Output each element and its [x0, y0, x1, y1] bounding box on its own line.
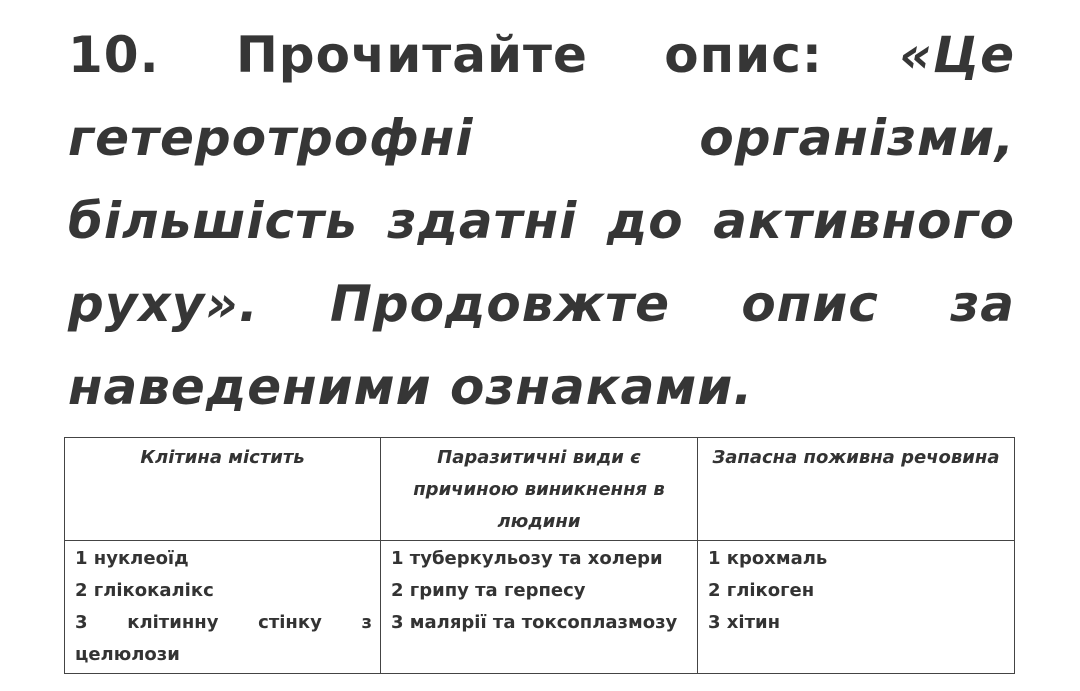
option-item: 1 туберкульозу та холери	[391, 548, 663, 569]
option-item: 3 малярії та токсоплазмозу	[391, 612, 678, 633]
header-cell-diseases: Паразитичні види є причиною виникнення в людини	[381, 438, 698, 541]
question-instruction: Продовжте опис за наведеними ознаками.	[68, 275, 1015, 416]
option-item: 3 хітин	[708, 612, 781, 633]
cell-contains-options	[65, 541, 381, 674]
option-item: 3 клітинну стінку з	[75, 612, 372, 633]
question-number: 10.	[68, 26, 160, 84]
option-item: 2 глікоген	[708, 580, 815, 601]
option-item: 1 нуклеоїд	[75, 548, 189, 569]
question-text	[68, 14, 1015, 429]
table-row	[65, 541, 1015, 674]
cell-reserve-options	[698, 541, 1015, 674]
question-lead: Прочитайте опис:	[235, 26, 823, 84]
header-cell-contains: Клітина містить	[65, 438, 381, 541]
option-item: целюлози	[75, 644, 180, 665]
question-quote: «Це гетеротрофні організми, більшість здатні до активного руху».	[68, 26, 1015, 333]
option-item: 2 грипу та герпесу	[391, 580, 586, 601]
features-table	[64, 437, 1015, 674]
header-cell-reserve-nutrient: Запасна поживна речовина	[698, 438, 1015, 541]
option-item: 2 глікокалікс	[75, 580, 214, 601]
table-header-row	[65, 438, 1015, 541]
option-item: 1 крохмаль	[708, 548, 828, 569]
cell-diseases-options	[381, 541, 698, 674]
